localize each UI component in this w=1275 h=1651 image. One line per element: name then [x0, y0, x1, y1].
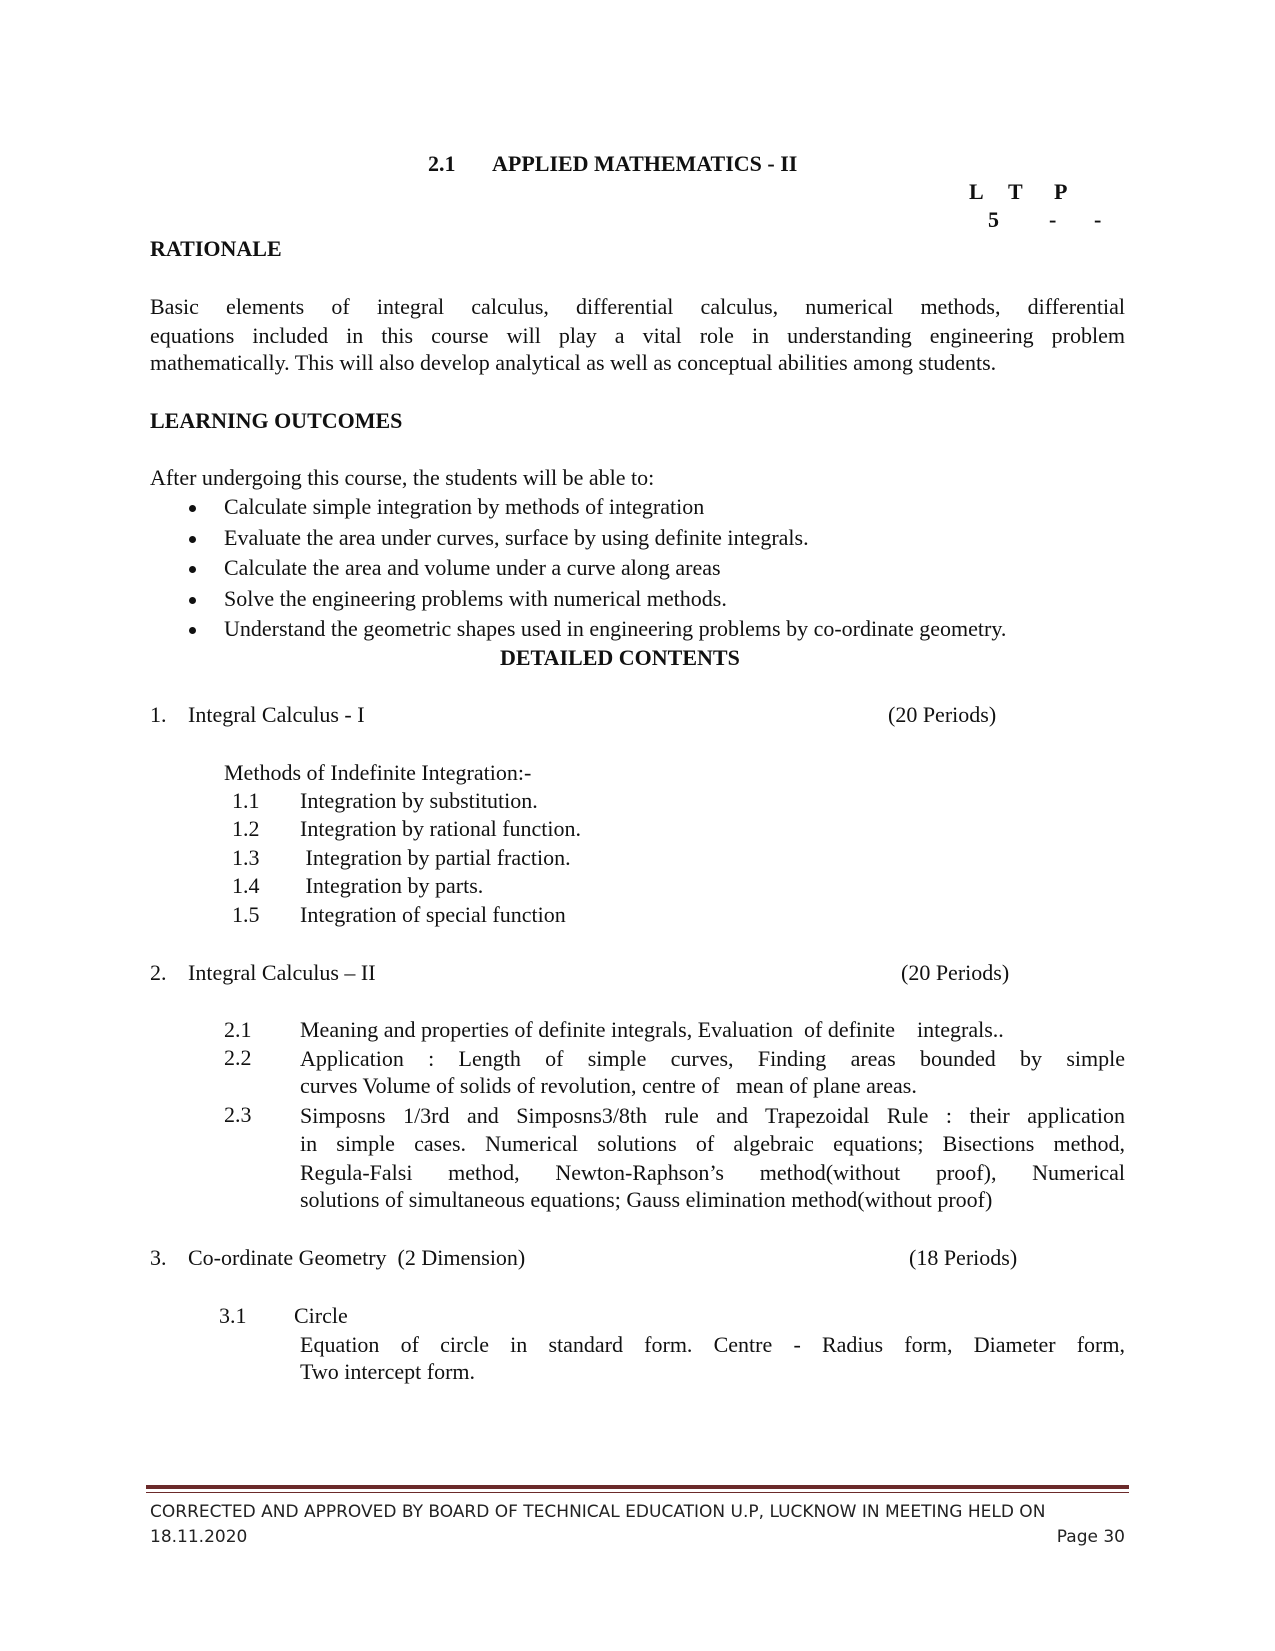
- unit-2-title: Integral Calculus – II: [188, 960, 376, 985]
- ltp-l-label: L: [969, 179, 984, 204]
- unit-1-intro: Methods of Indefinite Integration:-: [224, 760, 532, 785]
- topic-text: Application : Length of simple curves, Finding areas bounded by simple: [300, 1046, 1125, 1071]
- ltp-p-label: P: [1054, 179, 1068, 204]
- unit-3-number: 3.: [150, 1245, 167, 1270]
- topic-number: 1.1: [232, 788, 260, 813]
- topic-text: in simple cases. Numerical solutions of algebraic equations; Bisections method,: [300, 1131, 1125, 1156]
- bullet-icon: [189, 536, 196, 543]
- list-item: Solve the engineering problems with numerical methods.: [224, 586, 727, 611]
- topic-text: solutions of simultaneous equations; Gauss elimination method(without proof): [300, 1187, 993, 1212]
- topic-number: 3.1: [219, 1303, 247, 1328]
- bullet-icon: [189, 505, 196, 512]
- topic-number: 1.4: [232, 873, 260, 898]
- topic-text: Simposns 1/3rd and Simposns3/8th rule and Trapezoidal Rule : their application: [300, 1103, 1125, 1128]
- topic-text: curves Volume of solids of revolution, centre of mean of plane areas.: [300, 1073, 917, 1098]
- learning-outcomes-intro: After undergoing this course, the students will be able to:: [150, 465, 655, 490]
- unit-3-title: Co-ordinate Geometry (2 Dimension): [188, 1245, 526, 1270]
- topic-text: Meaning and properties of definite integrals, Evaluation of definite integrals..: [300, 1017, 1004, 1042]
- topic-number: 1.3: [232, 845, 260, 870]
- topic-text: Equation of circle in standard form. Centre - Radius form, Diameter form,: [300, 1332, 1125, 1357]
- topic-heading: Circle: [294, 1303, 348, 1328]
- topic-text: Integration by partial fraction.: [300, 845, 571, 870]
- ltp-p-value: -: [1094, 207, 1102, 232]
- bullet-icon: [189, 627, 196, 634]
- footer-date: 18.11.2020: [150, 1527, 248, 1547]
- unit-2-periods: (20 Periods): [901, 960, 1010, 985]
- footer-page-number: Page 30: [1056, 1527, 1125, 1547]
- topic-text: Integration of special function: [300, 902, 566, 927]
- unit-3-periods: (18 Periods): [909, 1245, 1018, 1270]
- topic-number: 1.2: [232, 816, 260, 841]
- unit-1-title: Integral Calculus - I: [188, 702, 365, 727]
- footer-rule-thick: [146, 1485, 1129, 1489]
- unit-1-number: 1.: [150, 702, 167, 727]
- topic-number: 1.5: [232, 902, 260, 927]
- course-number: 2.1: [428, 151, 456, 176]
- topic-text: Regula-Falsi method, Newton-Raphson’s method(without proof), Numerical: [300, 1160, 1125, 1185]
- topic-number: 2.1: [224, 1017, 252, 1042]
- topic-number: 2.3: [224, 1102, 252, 1127]
- topic-text: Integration by rational function.: [300, 816, 582, 841]
- list-item: Calculate simple integration by methods of integration: [224, 494, 705, 519]
- footer-approval-text: CORRECTED AND APPROVED BY BOARD OF TECHNICAL EDUCATION U.P, LUCKNOW IN MEETING HELD ON: [150, 1502, 1046, 1522]
- learning-outcomes-heading: LEARNING OUTCOMES: [150, 408, 403, 433]
- bullet-icon: [189, 597, 196, 604]
- unit-1-periods: (20 Periods): [888, 702, 997, 727]
- detailed-contents-heading: DETAILED CONTENTS: [500, 645, 740, 670]
- course-title: APPLIED MATHEMATICS - II: [492, 151, 798, 176]
- topic-text: Integration by parts.: [300, 873, 484, 898]
- list-item: Evaluate the area under curves, surface by using definite integrals.: [224, 525, 809, 550]
- bullet-icon: [189, 566, 196, 573]
- ltp-l-value: 5: [988, 207, 999, 232]
- topic-text: Integration by substitution.: [300, 788, 538, 813]
- rationale-heading: RATIONALE: [150, 236, 282, 261]
- footer-rule-thin: [146, 1492, 1129, 1493]
- topic-text: Two intercept form.: [300, 1359, 476, 1384]
- unit-2-number: 2.: [150, 960, 167, 985]
- rationale-line-1: Basic elements of integral calculus, differential calculus, numerical methods, differential: [150, 294, 1125, 319]
- ltp-t-label: T: [1008, 179, 1023, 204]
- topic-number: 2.2: [224, 1045, 252, 1070]
- ltp-t-value: -: [1049, 207, 1057, 232]
- rationale-line-2: equations included in this course will play a vital role in understanding engineering problem: [150, 323, 1125, 348]
- list-item: Understand the geometric shapes used in engineering problems by co-ordinate geometry.: [224, 616, 1007, 641]
- rationale-line-3: mathematically. This will also develop analytical as well as conceptual abilities among students.: [150, 350, 997, 375]
- list-item: Calculate the area and volume under a curve along areas: [224, 555, 721, 580]
